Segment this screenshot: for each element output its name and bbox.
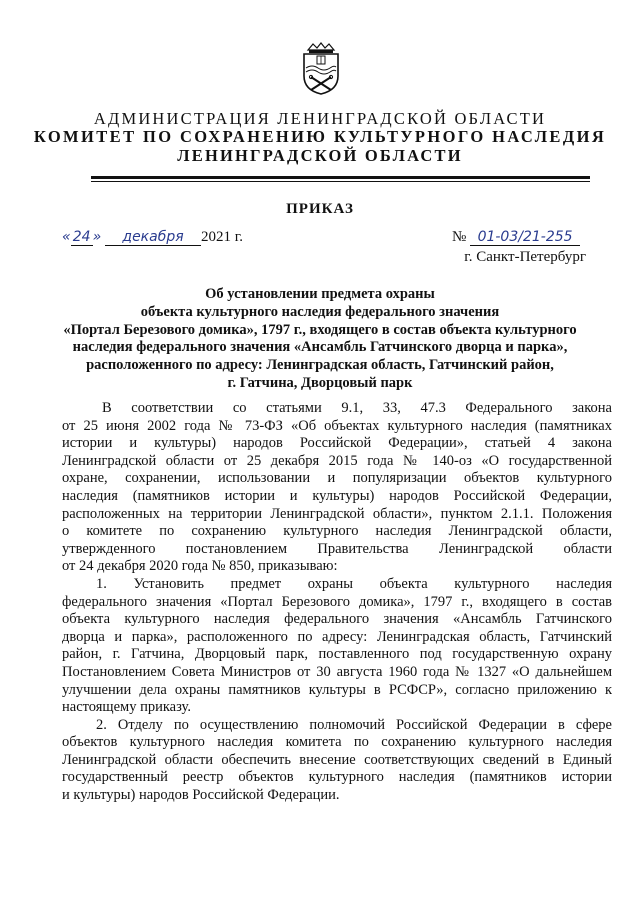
- paragraph-line: Ленинградской области от 25 декабря 2015 года № 140-оз «О государственной: [62, 452, 612, 469]
- coat-of-arms-icon: [301, 40, 341, 96]
- paragraph-line: объектов культурного наследия комитета по сохранению культурного наследия: [62, 734, 612, 751]
- paragraph-line: Постановлением Совета Министров от 30 августа 1960 года № 1327 «О дальнейшем: [62, 663, 612, 680]
- order-title: ПРИКАЗ: [286, 201, 354, 217]
- paragraph-line: наследия (памятников истории и культуры) народов Российской Федерации,: [62, 487, 612, 504]
- paragraph-line: утвержденного постановлением Правительства Ленинградской области: [62, 540, 612, 557]
- order-date: [62, 229, 243, 246]
- number-label: №: [452, 229, 467, 245]
- date-year: 2021 г.: [201, 229, 243, 245]
- paragraph-line: объекта культурного наследия федерального значения «Ансамбль Гатчинского: [62, 611, 612, 628]
- paragraph-line: охране, сохранении, использовании и популяризации объектов культурного: [62, 470, 612, 487]
- paragraph-line: государственный реестр объектов культурного наследия (памятников истории: [62, 769, 612, 786]
- paragraph-line: В соответствии со статьями 9.1, 33, 47.3 Федерального закона: [102, 400, 612, 416]
- paragraph-line: настоящему приказу.: [62, 699, 191, 716]
- paragraph-line: от 24 декабря 2020 года № 850, приказываю:: [62, 558, 338, 575]
- order-number: [452, 229, 580, 246]
- subject-line: г. Гатчина, Дворцовый парк: [227, 374, 413, 391]
- administration-title: АДМИНИСТРАЦИЯ ЛЕНИНГРАДСКОЙ ОБЛАСТИ: [93, 109, 547, 128]
- paragraph-line: от 25 июня 2002 года № 73-ФЗ «Об объектах культурного наследия (памятниках: [62, 417, 612, 434]
- subject-line: расположенного по адресу: Ленинградская область, Гатчинский район,: [86, 357, 554, 374]
- committee-title: КОМИТЕТ ПО СОХРАНЕНИЮ КУЛЬТУРНОГО НАСЛЕДИЯ: [33, 127, 607, 146]
- header-divider-thin: [91, 181, 590, 182]
- paragraph-line: район, г. Гатчина, Дворцовый парк, поставленного под государственную охрану: [62, 646, 612, 663]
- order-subject: [40, 286, 600, 393]
- subject-line: объекта культурного наследия федерального значения: [140, 303, 500, 320]
- paragraph-line: о комитете по сохранению культурного наследия Ленинградской области,: [62, 523, 612, 540]
- date-day: 24: [71, 229, 93, 246]
- subject-line: наследия федерального значения «Ансамбль Гатчинского дворца и парка»,: [72, 339, 568, 356]
- order-body: [62, 400, 612, 805]
- region-title: ЛЕНИНГРАДСКОЙ ОБЛАСТИ: [177, 146, 463, 165]
- paragraph-line: расположенных на территории Ленинградской области», пунктом 2.1.1. Положения: [62, 505, 612, 522]
- paragraph-line: 2. Отделу по осуществлению полномочий Российской Федерации в сфере: [96, 716, 612, 733]
- subject-line: Об установлении предмета охраны: [205, 286, 435, 302]
- paragraph-line: истории и культуры) народов Российской Федерации», статьей 4 закона: [62, 435, 612, 452]
- date-month: декабря: [105, 229, 201, 246]
- paragraph-line: Ленинградской области обеспечить внесение соответствующих сведений в Единый: [62, 751, 612, 768]
- number-value: 01-03/21-255: [470, 229, 580, 246]
- header-divider-thick: [91, 176, 590, 179]
- paragraph-line: и культуры) народов Российской Федерации.: [62, 787, 340, 804]
- date-close-quote: »: [92, 229, 102, 245]
- paragraph-line: 1. Установить предмет охраны объекта культурного наследия: [96, 575, 612, 592]
- paragraph-line: федерального значения «Портал Березового домика», 1797 г., входящего в состав: [62, 593, 612, 610]
- subject-line: «Портал Березового домика», 1797 г., входящего в состав объекта культурного: [63, 321, 577, 338]
- date-open-quote: «: [62, 229, 71, 245]
- order-city: г. Санкт-Петербург: [464, 249, 586, 265]
- paragraph-line: дворца и парка», расположенного по адресу: Ленинградская область, Гатчинский: [62, 628, 612, 645]
- paragraph-line: улучшении дела охраны памятников культуры в РСФСР», согласно приложению к: [62, 681, 612, 698]
